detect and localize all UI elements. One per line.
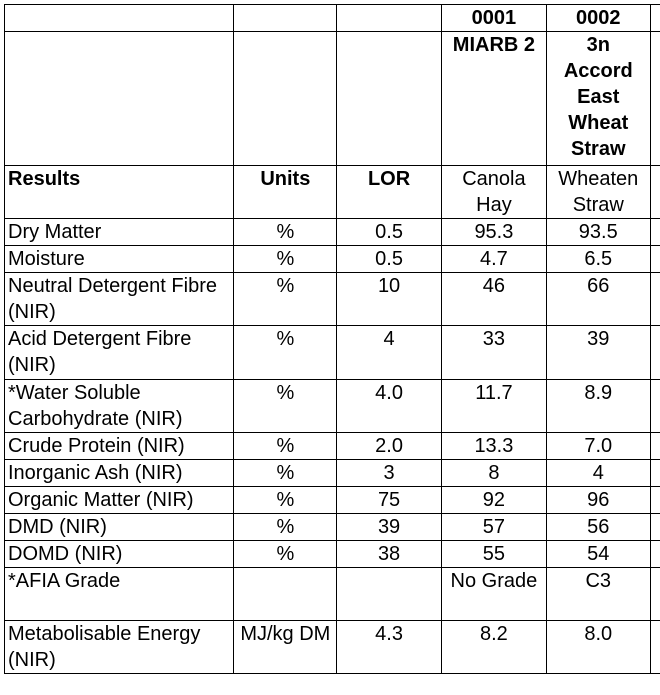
- result-units: %: [234, 380, 337, 433]
- result-sample-2: 8.0: [546, 621, 650, 674]
- table-row: [5, 219, 660, 246]
- table-row: [5, 487, 660, 514]
- result-lor: 4: [337, 326, 442, 380]
- table-row: [5, 460, 660, 487]
- result-units: %: [234, 514, 337, 541]
- result-name: Metabolisable Energy (NIR): [5, 621, 234, 674]
- empty-cell: [5, 32, 234, 166]
- result-lor: 0.5: [337, 246, 442, 273]
- result-name: *Water Soluble Carbohydrate (NIR): [5, 380, 234, 433]
- edge-cell: [650, 433, 660, 460]
- result-sample-1: 95.3: [441, 219, 546, 246]
- sample-name-2-line: 3n: [586, 34, 610, 56]
- table-row: [5, 621, 660, 674]
- result-lor: 39: [337, 514, 442, 541]
- result-lor: 75: [337, 487, 442, 514]
- units-header: Units: [234, 166, 337, 219]
- sample-name-2-line: East: [577, 86, 620, 108]
- result-sample-2: 96: [546, 487, 650, 514]
- result-name: Neutral Detergent Fibre (NIR): [5, 273, 234, 326]
- sample-id-2: 0002: [546, 5, 650, 32]
- table-row: [5, 433, 660, 460]
- lor-header: LOR: [337, 166, 442, 219]
- result-name: Crude Protein (NIR): [5, 433, 234, 460]
- sample-type-1: Canola Hay: [441, 166, 546, 219]
- result-lor: 4.3: [337, 621, 442, 674]
- result-sample-2: 39: [546, 326, 650, 380]
- result-lor: 3: [337, 460, 442, 487]
- results-header: Results: [5, 166, 234, 219]
- sample-name-row: [5, 32, 660, 166]
- edge-cell: [650, 326, 660, 380]
- table-row: [5, 568, 660, 621]
- result-name: DOMD (NIR): [5, 541, 234, 568]
- sample-name-2-line: Straw: [571, 138, 626, 160]
- empty-cell: [337, 32, 442, 166]
- result-units: MJ/kg DM: [234, 621, 337, 674]
- result-sample-1: No Grade: [441, 568, 546, 621]
- result-sample-2: 56: [546, 514, 650, 541]
- result-sample-1: 46: [441, 273, 546, 326]
- result-name: Acid Detergent Fibre (NIR): [5, 326, 234, 380]
- table-row: [5, 246, 660, 273]
- edge-cell: [650, 621, 660, 674]
- edge-cell: [650, 380, 660, 433]
- result-lor: 38: [337, 541, 442, 568]
- result-sample-1: 55: [441, 541, 546, 568]
- empty-cell: [234, 32, 337, 166]
- result-sample-1: 13.3: [441, 433, 546, 460]
- result-lor: 2.0: [337, 433, 442, 460]
- edge-cell: [650, 5, 660, 32]
- result-sample-2: 8.9: [546, 380, 650, 433]
- edge-cell: [650, 32, 660, 166]
- table-row: [5, 273, 660, 326]
- table-row: [5, 380, 660, 433]
- result-units: %: [234, 541, 337, 568]
- edge-cell: [650, 246, 660, 273]
- header-row: [5, 166, 660, 219]
- result-sample-2: 93.5: [546, 219, 650, 246]
- empty-cell: [234, 5, 337, 32]
- result-name: *AFIA Grade: [5, 568, 234, 621]
- table-row: [5, 541, 660, 568]
- result-sample-1: 33: [441, 326, 546, 380]
- sample-name-2: [546, 32, 650, 166]
- result-lor: [337, 568, 442, 621]
- sample-type-2: Wheaten Straw: [546, 166, 650, 219]
- empty-cell: [5, 5, 234, 32]
- sample-name-2-line: Wheat: [568, 112, 629, 134]
- edge-cell: [650, 568, 660, 621]
- result-lor: 4.0: [337, 380, 442, 433]
- sample-id-1: 0001: [441, 5, 546, 32]
- result-name: Moisture: [5, 246, 234, 273]
- result-sample-1: 8: [441, 460, 546, 487]
- result-units: [234, 568, 337, 621]
- results-table: [4, 4, 660, 674]
- edge-cell: [650, 541, 660, 568]
- result-sample-1: 57: [441, 514, 546, 541]
- result-lor: 0.5: [337, 219, 442, 246]
- result-units: %: [234, 460, 337, 487]
- result-sample-1: 8.2: [441, 621, 546, 674]
- result-sample-2: 6.5: [546, 246, 650, 273]
- edge-cell: [650, 487, 660, 514]
- sample-name-1: [441, 32, 546, 166]
- result-sample-2: C3: [546, 568, 650, 621]
- result-units: %: [234, 487, 337, 514]
- result-sample-2: 66: [546, 273, 650, 326]
- result-lor: 10: [337, 273, 442, 326]
- edge-cell: [650, 514, 660, 541]
- result-name: DMD (NIR): [5, 514, 234, 541]
- table-row: [5, 514, 660, 541]
- result-units: %: [234, 246, 337, 273]
- result-sample-1: 11.7: [441, 380, 546, 433]
- result-units: %: [234, 326, 337, 380]
- edge-cell: [650, 460, 660, 487]
- sample-id-row: [5, 5, 660, 32]
- table-row: [5, 326, 660, 380]
- result-name: Dry Matter: [5, 219, 234, 246]
- edge-cell: [650, 219, 660, 246]
- sample-name-2-line: Accord: [563, 60, 633, 82]
- edge-cell: [650, 166, 660, 219]
- result-name: Organic Matter (NIR): [5, 487, 234, 514]
- result-sample-1: 92: [441, 487, 546, 514]
- result-sample-2: 7.0: [546, 433, 650, 460]
- edge-cell: [650, 273, 660, 326]
- sample-name-1-line: MIARB 2: [452, 34, 536, 56]
- result-units: %: [234, 219, 337, 246]
- result-sample-2: 54: [546, 541, 650, 568]
- result-units: %: [234, 433, 337, 460]
- result-sample-2: 4: [546, 460, 650, 487]
- result-sample-1: 4.7: [441, 246, 546, 273]
- result-name: Inorganic Ash (NIR): [5, 460, 234, 487]
- result-units: %: [234, 273, 337, 326]
- empty-cell: [337, 5, 442, 32]
